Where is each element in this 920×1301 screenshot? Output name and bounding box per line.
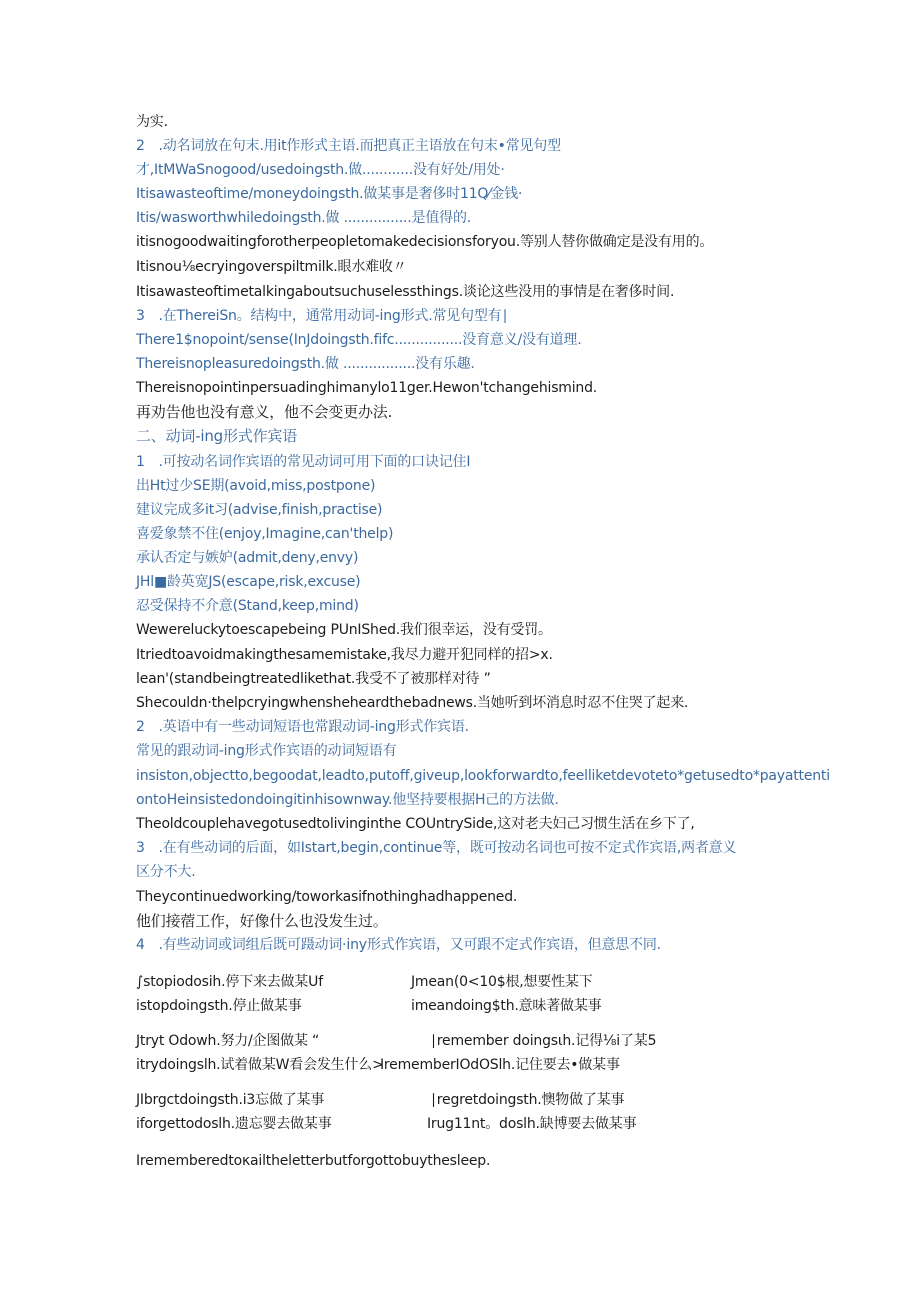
example-line: 他们接蓿工作，好像什么也没发生过。 xyxy=(136,912,388,930)
heading-line: 2 .动名词放在句末.用it作形式主语.而把真正主语放在句末•常见句型 xyxy=(136,138,561,154)
mnemonic-line: 出Ht过少SE期(avoid,miss,postpone) xyxy=(136,478,376,494)
example-line: Itisawasteoftimetalkingaboutsuchuselessthings.谈论这些没用的事情是在奢侈时间. xyxy=(136,284,675,300)
mnemonic-line: JHl■龄英宽JS(escape,risk,excuse) xyxy=(136,574,361,590)
pair-left: itrydoingslh.试着做某W看会发生什么> xyxy=(136,1057,384,1073)
phrase-list-line: insiston,objectto,begoodat,leadto,putoff,giveup,lookforwardto,feelliketdevoteto*getusedto*payattenti xyxy=(136,768,830,784)
heading-line: 3 .在ThereiSn。结构中，通常用动词-ing形式.常见句型有∣ xyxy=(136,308,509,324)
pattern-line: Thereisnopleasuredoingsth.做 .................没有乐趣. xyxy=(136,356,475,372)
pair-right: IrememberIOdOSlh.记住要去•做某事 xyxy=(380,1057,620,1073)
pair-right: imeandoing$th.意味著做某事 xyxy=(411,998,602,1014)
pair-right: ∣regretdoingsth.懊物做了某事 xyxy=(430,1092,625,1108)
mnemonic-line: 承认否定与嫉妒(admit,deny,envy) xyxy=(136,550,359,566)
example-line: 再劝告他也没有意义，他不会变更办法. xyxy=(136,403,393,421)
pair-right: ∣remember doingsιh.记得⅛i了某5 xyxy=(430,1033,657,1049)
example-line: Shecouldn·thelpcryingwhensheheardthebadnews.当她听到坏消息时忍不住哭了起来. xyxy=(136,695,689,711)
example-line: itisnogoodwaitingforotherpeopletomakedecisionsforyou.等别人替你做确定是没有用的。 xyxy=(136,234,714,250)
pair-left: iforgettodoslh.遗忘婴去做某事 xyxy=(136,1116,332,1132)
pattern-line: There1$nopoint/sense(InJdoingsth.fifc................没育意义/没有道理. xyxy=(136,332,582,348)
pair-right: Jmean(0<10$根,想要性某下 xyxy=(411,974,593,990)
pair-left: istopdoingsth.停止做某事 xyxy=(136,998,302,1014)
heading-line: 1 .可按动名词作宾语的常见动词可用下面的口诀记住I xyxy=(136,454,471,470)
pattern-line: 才,ItMWaSnogood/usedoingsth.做............没有好处/用处· xyxy=(136,162,505,178)
pattern-line: Itis/wasworthwhiledoingsth.做 ................是值得的. xyxy=(136,210,472,226)
example-line: Irememberedtoκailtheletterbutforgottobuythesleep. xyxy=(136,1153,491,1169)
heading-line: 2 .英语中有一些动词短语也常跟动词-ing形式作宾语. xyxy=(136,719,469,735)
heading-line: 常见的跟动词-ing形式作宾语的动词短语有 xyxy=(136,743,397,759)
mnemonic-line: 喜爱象禁不住(enjoy,Imagine,can'thelp) xyxy=(136,526,394,542)
text-line: 为实. xyxy=(136,114,168,130)
example-line: Wewereluckytoescapebeing PUnIShed.我们很幸运，没有受罚。 xyxy=(136,622,552,638)
example-line: Itriedtoavoidmakingthesamemistake,我尽力避开犯同样的招>x. xyxy=(136,647,553,663)
mnemonic-line: 建议完成多it习(advise,finish,practise) xyxy=(136,502,383,518)
example-line: Theycontinuedworking/toworkasifnothinghadhappened. xyxy=(136,889,518,905)
heading-line: 3 .在有些动词的后面，如Istart,begin,continue等，既可按动名词也可按不定式作宾语,两者意义 xyxy=(136,840,737,856)
heading-line: 4 .有些动词或词组后既可蹑动词·iny形式作宾语，又可跟不定式作宾语，但意思不同. xyxy=(136,937,661,953)
example-line: Theoldcouplehavegotusedtolivinginthe COUntrySide,这对老夫妇己习惯生活在乡下了, xyxy=(136,816,695,832)
example-line: Thereisnopointinpersuadinghimanylo11ger.Hewon'tchangehismind. xyxy=(136,380,598,396)
mnemonic-line: 忍受保持不介意(Stand,keep,mind) xyxy=(136,598,359,614)
pair-left: JIbrgctdoingsth.i3忘做了某事 xyxy=(136,1092,325,1108)
pattern-line: Itisawasteoftime/moneydoingsth.做某事是奢侈时11Q⁄金钱· xyxy=(136,186,523,202)
section-heading: 二、动词-ing形式作宾语 xyxy=(136,427,298,445)
example-line: lean'(standbeingtreatedlikethat.我受不了被那样对待 ” xyxy=(136,671,491,687)
pair-left: ∫stopiodosih.停下来去做某Uf xyxy=(136,974,323,990)
example-line: Itisnou⅛ecryingoverspiltmilk.眼水难收〃 xyxy=(136,259,407,275)
phrase-list-line: ontoHeinsistedondoingitinhisownway.他坚持要根据H己的方法做. xyxy=(136,792,559,808)
pair-left: Jtryt Odowh.努力/企图做某 “ xyxy=(136,1033,320,1049)
pair-right: Irug11nt。doslh.缺博要去做某事 xyxy=(427,1116,637,1132)
heading-line: 区分不大. xyxy=(136,864,196,880)
